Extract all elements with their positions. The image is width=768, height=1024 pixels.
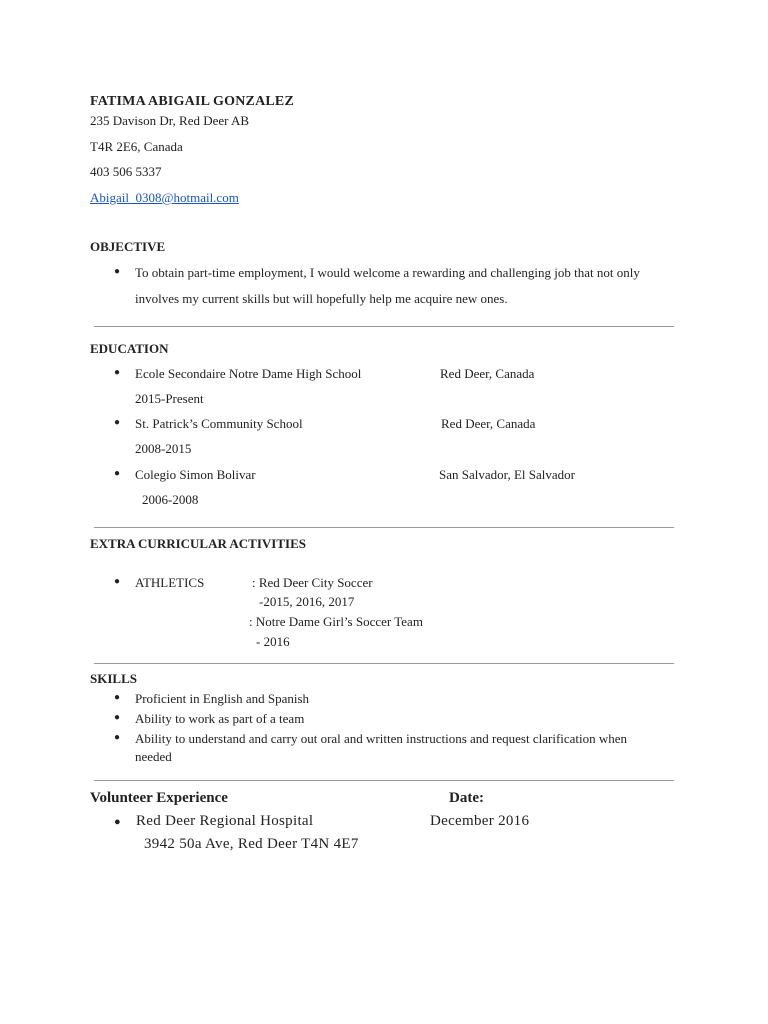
education-years-3: 2006-2008 <box>142 492 199 507</box>
education-school-2: St. Patrick’s Community School <box>135 416 303 431</box>
skills-heading: SKILLS <box>90 671 137 686</box>
activity-line-4: - 2016 <box>256 634 290 649</box>
education-school-3: Colegio Simon Bolivar <box>135 467 256 482</box>
skill-item-3: Ability to understand and carry out oral and written instructions and request clarification when <box>135 731 628 746</box>
bullet-icon: ● <box>114 732 121 743</box>
objective-heading: OBJECTIVE <box>90 239 166 254</box>
volunteer-address: 3942 50a Ave, Red Deer T4N 4E7 <box>144 836 359 852</box>
section-divider <box>94 663 674 664</box>
volunteer-heading: Volunteer Experience <box>90 790 228 806</box>
section-divider <box>94 527 674 528</box>
activities-heading: EXTRA CURRICULAR ACTIVITIES <box>90 536 306 551</box>
skill-item-3-continuation: needed <box>135 749 172 764</box>
objective-text-line-1: To obtain part-time employment, I would welcome a rewarding and challenging job that not only <box>135 265 640 280</box>
education-school-1: Ecole Secondaire Notre Dame High School <box>135 366 362 381</box>
objective-text-line-2: involves my current skills but will hopefully help me acquire new ones. <box>135 291 508 306</box>
bullet-icon: ● <box>114 692 121 703</box>
phone-number: 403 506 5337 <box>90 164 162 179</box>
skill-item-2: Ability to work as part of a team <box>135 711 305 726</box>
education-heading: EDUCATION <box>90 341 169 356</box>
volunteer-date-heading: Date: <box>449 790 484 806</box>
section-divider <box>94 326 674 327</box>
bullet-icon: ● <box>114 417 121 428</box>
education-years-1: 2015-Present <box>135 391 204 406</box>
activity-line-3: : Notre Dame Girl’s Soccer Team <box>249 614 423 629</box>
bullet-icon: ● <box>114 468 121 479</box>
bullet-icon: ● <box>114 576 121 587</box>
education-years-2: 2008-2015 <box>135 441 192 456</box>
bullet-icon: ● <box>114 712 121 723</box>
bullet-icon: ● <box>114 266 121 277</box>
candidate-name: FATIMA ABIGAIL GONZALEZ <box>90 94 295 109</box>
bullet-icon: ● <box>114 816 121 828</box>
education-location-1: Red Deer, Canada <box>440 366 535 381</box>
activity-category: ATHLETICS <box>135 575 205 590</box>
address-line-1: 235 Davison Dr, Red Deer AB <box>90 113 250 128</box>
activity-line-2: -2015, 2016, 2017 <box>259 594 355 609</box>
education-location-3: San Salvador, El Salvador <box>439 467 575 482</box>
volunteer-date: December 2016 <box>430 813 530 829</box>
skill-item-1: Proficient in English and Spanish <box>135 691 310 706</box>
email-link[interactable]: Abigail_0308@hotmail.com <box>90 190 239 205</box>
activity-line-1: : Red Deer City Soccer <box>252 575 373 590</box>
section-divider <box>94 780 674 781</box>
bullet-icon: ● <box>114 367 121 378</box>
volunteer-place: Red Deer Regional Hospital <box>136 813 314 829</box>
education-location-2: Red Deer, Canada <box>441 416 536 431</box>
address-line-2: T4R 2E6, Canada <box>90 139 183 154</box>
